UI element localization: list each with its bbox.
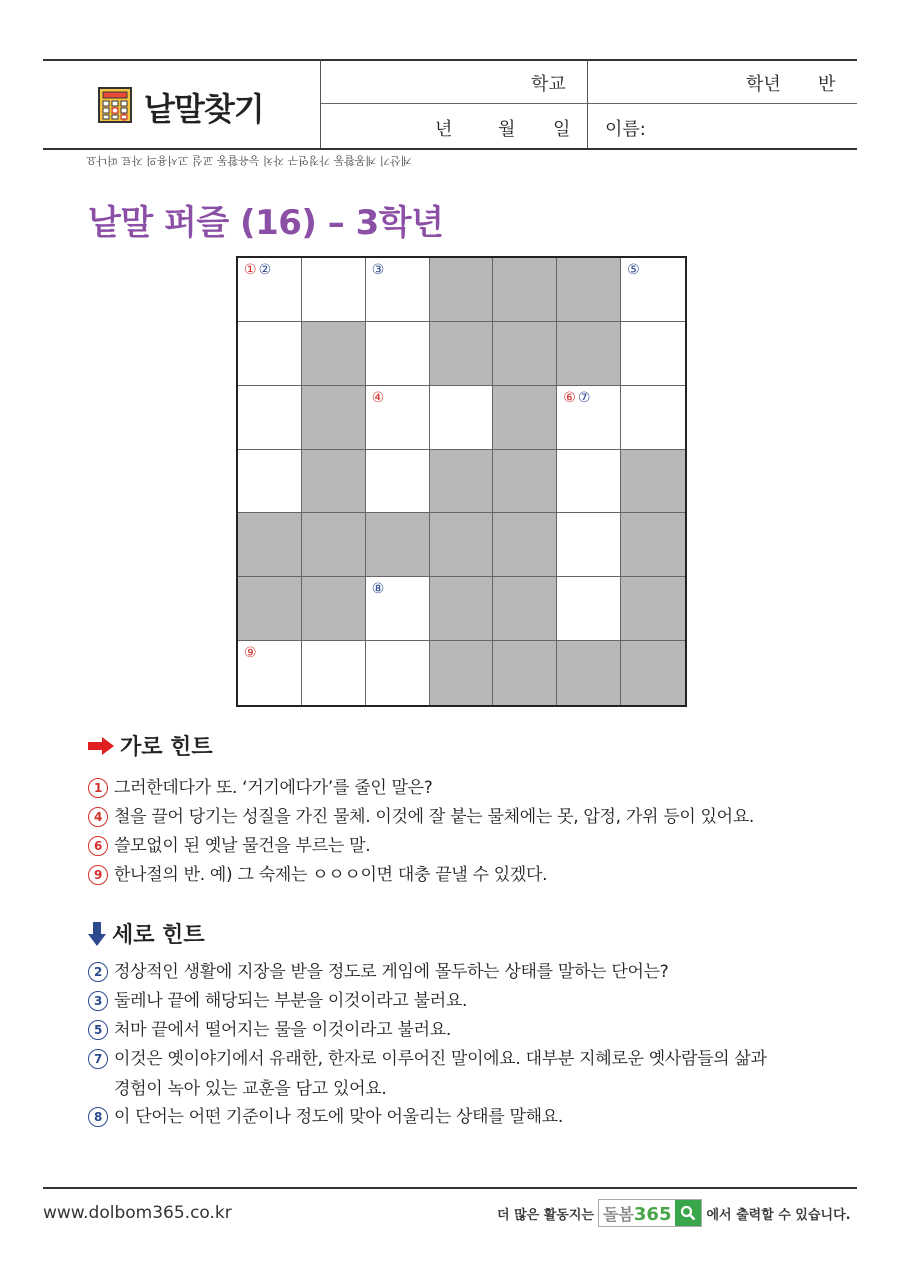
brand-name: 돌봄 bbox=[602, 1204, 634, 1224]
hint-text: 쓸모없이 된 옛날 물건을 부르는 말. bbox=[114, 836, 371, 856]
down-number: ② bbox=[258, 262, 272, 278]
grade-label: 학년 bbox=[746, 74, 781, 95]
clue-number bbox=[372, 581, 387, 597]
blocked-cell bbox=[430, 258, 494, 322]
puzzle-title: 낱말 퍼즐 (16) – 3학년 bbox=[88, 203, 444, 243]
answer-cell[interactable] bbox=[430, 386, 494, 450]
answer-cell[interactable] bbox=[302, 641, 366, 705]
down-hint-3 bbox=[88, 986, 467, 1011]
day-label: 일 bbox=[553, 119, 571, 140]
blocked-cell bbox=[430, 513, 494, 577]
answer-cell[interactable] bbox=[238, 641, 302, 705]
right-arrow-icon bbox=[88, 737, 114, 755]
answer-cell[interactable] bbox=[302, 258, 366, 322]
down-hint-7 bbox=[88, 1044, 767, 1069]
header-divider bbox=[320, 60, 321, 148]
answer-cell[interactable] bbox=[238, 258, 302, 322]
across-hint-4 bbox=[88, 802, 754, 827]
hint-number: 2 bbox=[88, 962, 108, 982]
blocked-cell bbox=[557, 641, 621, 705]
down-number: ⑧ bbox=[371, 581, 385, 598]
clue-number bbox=[372, 390, 387, 406]
hint-number: 4 bbox=[88, 807, 108, 827]
blocked-cell bbox=[621, 641, 685, 705]
blocked-cell bbox=[238, 577, 302, 641]
hint-text: 철을 끌어 당기는 성질을 가진 물체. 이것에 잘 붙는 물체에는 못, 압정, 가위 등이 있어요. bbox=[114, 807, 755, 827]
blocked-cell bbox=[430, 322, 494, 386]
blocked-cell bbox=[302, 513, 366, 577]
class-label: 반 bbox=[818, 74, 836, 95]
down-hint-7-continued: 경험이 녹아 있는 교훈을 담고 있어요. bbox=[114, 1079, 387, 1099]
blocked-cell bbox=[430, 450, 494, 514]
blocked-cell bbox=[621, 577, 685, 641]
header-mid-rule bbox=[321, 103, 857, 104]
blocked-cell bbox=[366, 513, 430, 577]
year-label: 년 bbox=[435, 119, 453, 140]
blocked-cell bbox=[557, 322, 621, 386]
across-hint-9 bbox=[88, 860, 547, 885]
name-label: 이름: bbox=[605, 119, 646, 140]
answer-cell[interactable] bbox=[557, 577, 621, 641]
hint-text: 둘레나 끝에 해당되는 부분을 이것이라고 불러요. bbox=[114, 991, 468, 1011]
brand-number: 365 bbox=[633, 1203, 672, 1225]
header-top-rule bbox=[43, 59, 857, 61]
promo bbox=[497, 1199, 851, 1227]
answer-cell[interactable] bbox=[621, 258, 685, 322]
header-divider-2 bbox=[587, 60, 588, 148]
hint-text: 이 단어는 어떤 기준이나 정도에 맞아 어울리는 상태를 말해요. bbox=[114, 1107, 563, 1127]
hint-text: 이것은 옛이야기에서 유래한, 한자로 이루어진 말이에요. 대부분 지혜로운 옛사람들의 삶과 bbox=[114, 1049, 767, 1069]
promo-pre: 더 많은 활동지는 bbox=[497, 1207, 594, 1223]
blocked-cell bbox=[493, 258, 557, 322]
answer-cell[interactable] bbox=[366, 386, 430, 450]
blocked-cell bbox=[302, 450, 366, 514]
blocked-cell bbox=[302, 386, 366, 450]
hint-text: 한나절의 반. 예) 그 숙제는 ㅇㅇㅇ이면 대충 끝낼 수 있겠다. bbox=[114, 865, 548, 885]
across-hint-1 bbox=[88, 773, 433, 798]
blocked-cell bbox=[493, 450, 557, 514]
worksheet-title: 낱말찾기 bbox=[144, 90, 264, 128]
crossword-grid bbox=[236, 256, 687, 707]
answer-cell[interactable] bbox=[238, 450, 302, 514]
hint-number: 8 bbox=[88, 1107, 108, 1127]
down-heading-text: 세로 힌트 bbox=[112, 923, 205, 948]
search-icon bbox=[675, 1200, 701, 1226]
blocked-cell bbox=[430, 641, 494, 705]
answer-cell[interactable] bbox=[557, 386, 621, 450]
hint-number: 1 bbox=[88, 778, 108, 798]
down-number: ③ bbox=[371, 262, 385, 278]
hint-number: 6 bbox=[88, 836, 108, 856]
month-label: 월 bbox=[498, 119, 516, 140]
hint-text: 처마 끝에서 떨어지는 물을 이것이라고 불러요. bbox=[114, 1020, 451, 1040]
across-number: ① bbox=[244, 262, 257, 278]
promo-post: 에서 출력할 수 있습니다. bbox=[706, 1207, 851, 1223]
clue-number bbox=[563, 390, 592, 406]
across-number: ⑥ bbox=[563, 389, 576, 406]
answer-cell[interactable] bbox=[238, 386, 302, 450]
blocked-cell bbox=[557, 258, 621, 322]
down-hint-5 bbox=[88, 1015, 451, 1040]
clue-number bbox=[627, 262, 642, 278]
clue-number bbox=[244, 262, 273, 278]
hint-number: 7 bbox=[88, 1049, 108, 1069]
down-arrow-icon bbox=[88, 922, 106, 946]
brand-logo[interactable] bbox=[598, 1199, 703, 1227]
down-number: ⑤ bbox=[627, 262, 640, 278]
down-heading bbox=[88, 918, 205, 949]
answer-cell[interactable] bbox=[366, 577, 430, 641]
answer-cell[interactable] bbox=[366, 450, 430, 514]
across-heading bbox=[88, 730, 213, 761]
footer-rule bbox=[43, 1187, 857, 1189]
mirrored-note: 계산기 계몽활동 가정연구 자치 능유활동 교실 고서용의 자료 떠나요 bbox=[86, 154, 412, 167]
clue-number bbox=[244, 645, 259, 661]
down-number: ⑦ bbox=[577, 389, 591, 406]
clue-number bbox=[372, 262, 387, 278]
blocked-cell bbox=[493, 322, 557, 386]
answer-cell[interactable] bbox=[621, 386, 685, 450]
blocked-cell bbox=[621, 513, 685, 577]
hint-text: 그러한데다가 또. ‘거기에다가’를 줄인 말은? bbox=[114, 778, 433, 798]
down-hint-2 bbox=[88, 957, 668, 982]
answer-cell[interactable] bbox=[621, 322, 685, 386]
answer-cell[interactable] bbox=[366, 258, 430, 322]
hint-number: 5 bbox=[88, 1020, 108, 1040]
hint-text: 정상적인 생활에 지장을 받을 정도로 게임에 몰두하는 상태를 말하는 단어는? bbox=[114, 962, 669, 982]
answer-cell[interactable] bbox=[557, 450, 621, 514]
blocked-cell bbox=[238, 513, 302, 577]
hint-number: 3 bbox=[88, 991, 108, 1011]
down-hint-8 bbox=[88, 1102, 563, 1127]
blocked-cell bbox=[493, 641, 557, 705]
blocked-cell bbox=[493, 386, 557, 450]
answer-cell[interactable] bbox=[366, 322, 430, 386]
blocked-cell bbox=[302, 577, 366, 641]
blocked-cell bbox=[493, 577, 557, 641]
site-url[interactable]: www.dolbom365.co.kr bbox=[43, 1203, 232, 1223]
hint-number: 9 bbox=[88, 865, 108, 885]
blocked-cell bbox=[621, 450, 685, 514]
across-number: ⑨ bbox=[244, 645, 257, 662]
across-hint-6 bbox=[88, 831, 370, 856]
calculator-icon bbox=[98, 87, 132, 123]
answer-cell[interactable] bbox=[238, 322, 302, 386]
answer-cell[interactable] bbox=[557, 513, 621, 577]
blocked-cell bbox=[430, 577, 494, 641]
blocked-cell bbox=[302, 322, 366, 386]
answer-cell[interactable] bbox=[366, 641, 430, 705]
across-heading-text: 가로 힌트 bbox=[120, 735, 213, 760]
school-label: 학교 bbox=[531, 74, 566, 95]
header-bottom-rule bbox=[43, 148, 857, 150]
blocked-cell bbox=[493, 513, 557, 577]
across-number: ④ bbox=[371, 389, 385, 406]
